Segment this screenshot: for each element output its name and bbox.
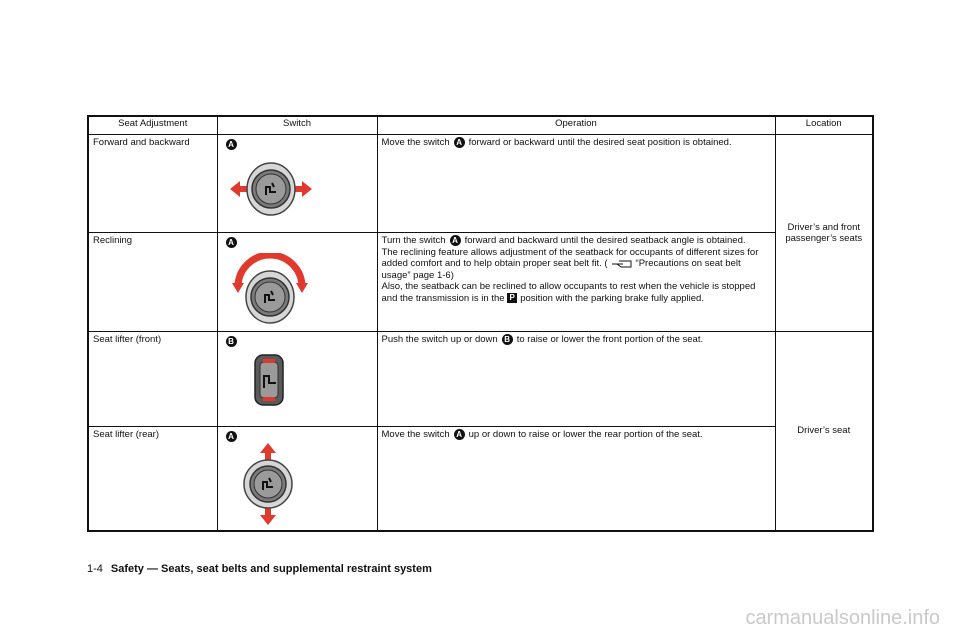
switch-label-badge: A <box>226 431 237 442</box>
table-row <box>88 233 873 332</box>
header-row <box>88 116 873 135</box>
switch-cell <box>217 427 377 531</box>
operation-line-2 <box>382 247 771 282</box>
switch-label-badge: B <box>226 336 237 347</box>
reference-link[interactable]: “Precautions on seat belt usage” page 1-6) <box>381 258 741 281</box>
switch-badge: A <box>450 235 461 246</box>
switch-badge: B <box>502 334 513 345</box>
knob-switch-reclining-icon <box>230 253 310 329</box>
switch-cell <box>217 135 377 233</box>
location-cell: Driver’s and front passenger’s seats <box>775 135 873 332</box>
park-position-icon: P <box>507 293 517 303</box>
operation-text-cont: forward and backward until the desired seatback angle is obtained. <box>464 235 746 247</box>
hand-reference-icon <box>611 259 633 269</box>
operation-text-cont: to raise or lower the front portion of the seat. <box>516 334 704 346</box>
operation-cell <box>377 135 775 233</box>
page-footer <box>87 563 432 575</box>
table-row <box>88 332 873 427</box>
table-row <box>88 427 873 531</box>
location-cell: Driver’s seat <box>775 332 873 531</box>
operation-text: Move the switch <box>381 137 450 149</box>
operation-text: The reclining feature allows adjustment of the seatback for occupants of different sizes for added comfort and to help obtain proper seat belt fit. ( <box>381 246 759 270</box>
operation-text: Also, the seatback can be reclined to allow occupants to rest when the vehicle is stopped and the transmission is in the <box>381 281 756 304</box>
page-number: 1-4 <box>87 563 103 575</box>
switch-badge: A <box>454 429 465 440</box>
operation-cell <box>377 233 775 332</box>
switch-cell <box>217 233 377 332</box>
header-seat-adjustment: Seat Adjustment <box>88 116 217 135</box>
row-name: Seat lifter (rear) <box>88 427 217 531</box>
operation-text: Push the switch up or down <box>381 334 498 346</box>
header-operation: Operation <box>377 116 775 135</box>
header-location: Location <box>775 116 873 135</box>
row-name: Reclining <box>88 233 217 332</box>
knob-switch-up-down-icon <box>240 441 296 527</box>
section-title: Safety — Seats, seat belts and supplemental restraint system <box>110 563 432 575</box>
operation-text-cont: up or down to raise or lower the rear portion of the seat. <box>468 429 703 441</box>
operation-text-cont: position with the parking brake fully applied. <box>520 292 704 304</box>
table-row <box>88 135 873 233</box>
switch-cell <box>217 332 377 427</box>
row-name: Forward and backward <box>88 135 217 233</box>
knob-switch-forward-backward-icon <box>226 155 316 227</box>
operation-line-1 <box>382 235 771 247</box>
lifter-rocker-switch-icon <box>252 352 286 408</box>
operation-text-cont: forward or backward until the desired seat position is obtained. <box>468 137 732 149</box>
row-name: Seat lifter (front) <box>88 332 217 427</box>
seat-adjustment-table <box>87 115 874 532</box>
switch-label-badge: A <box>226 139 237 150</box>
operation-text: Move the switch <box>381 429 450 441</box>
switch-badge: A <box>454 137 465 148</box>
operation-cell <box>377 427 775 531</box>
operation-text: Turn the switch <box>381 235 446 247</box>
header-switch: Switch <box>217 116 377 135</box>
operation-cell <box>377 332 775 427</box>
operation-line-3 <box>382 281 771 304</box>
switch-label-badge: A <box>226 237 237 248</box>
watermark: carmanualsonline.info <box>745 607 940 629</box>
